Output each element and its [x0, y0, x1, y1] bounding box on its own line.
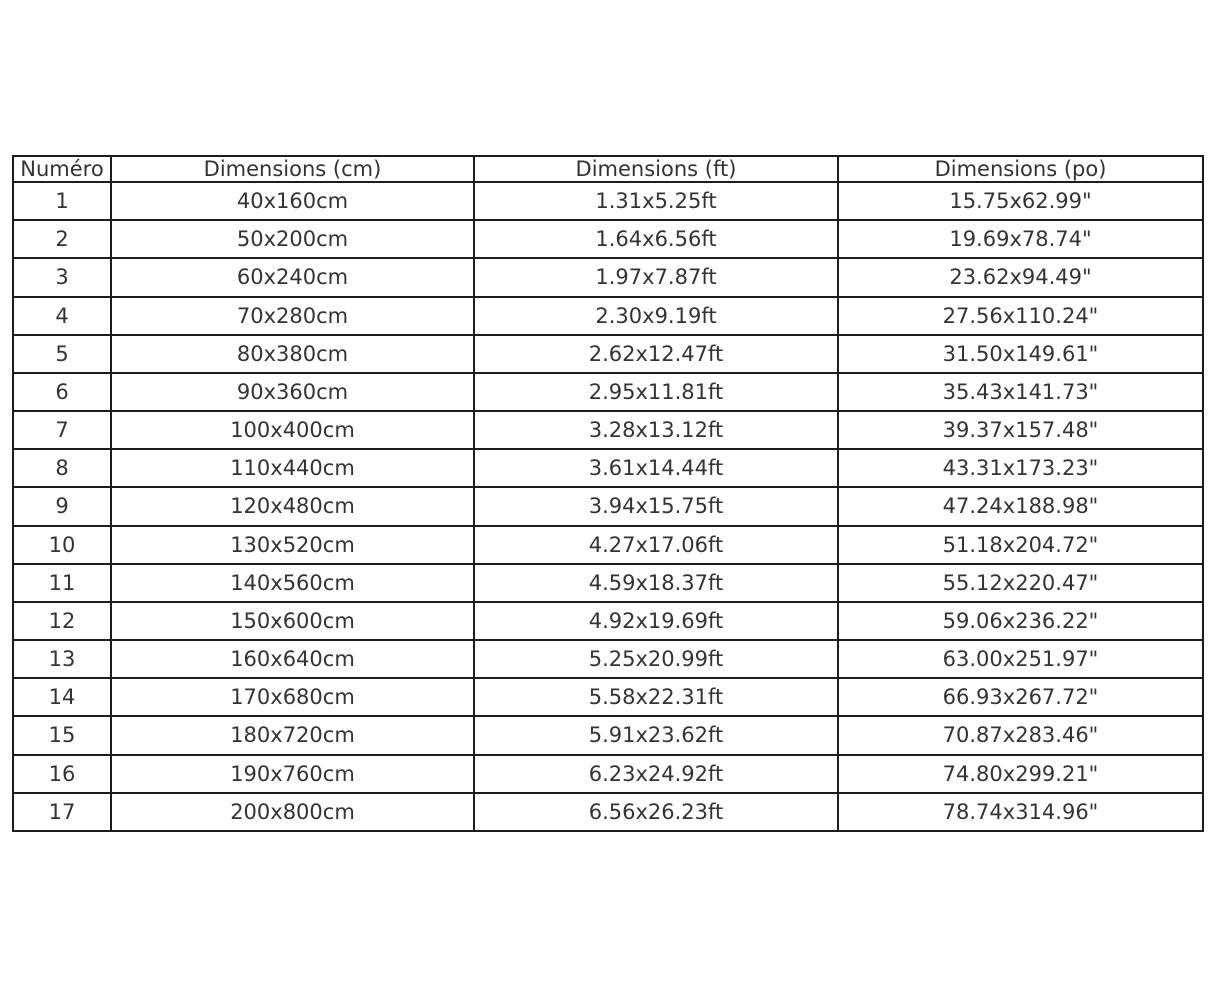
table-cell: 5.58x22.31ft — [474, 678, 838, 716]
table-cell: 200x800cm — [111, 793, 474, 831]
table-cell: 4.27x17.06ft — [474, 526, 838, 564]
table-cell: 4.59x18.37ft — [474, 564, 838, 602]
table-cell: 14 — [13, 678, 111, 716]
column-header-dimensions-ft: Dimensions (ft) — [474, 156, 838, 182]
table-cell: 78.74x314.96" — [838, 793, 1203, 831]
table-cell: 66.93x267.72" — [838, 678, 1203, 716]
header-row — [13, 156, 1203, 182]
table-row — [13, 755, 1203, 793]
table-cell: 110x440cm — [111, 449, 474, 487]
table-row — [13, 449, 1203, 487]
table-row — [13, 297, 1203, 335]
table-cell: 160x640cm — [111, 640, 474, 678]
table-cell: 190x760cm — [111, 755, 474, 793]
table-cell: 13 — [13, 640, 111, 678]
table-cell: 6.23x24.92ft — [474, 755, 838, 793]
table-cell: 4 — [13, 297, 111, 335]
column-header-numero: Numéro — [13, 156, 111, 182]
table-cell: 5.25x20.99ft — [474, 640, 838, 678]
table-cell: 100x400cm — [111, 411, 474, 449]
table-cell: 140x560cm — [111, 564, 474, 602]
table-cell: 120x480cm — [111, 487, 474, 525]
table-cell: 2.62x12.47ft — [474, 335, 838, 373]
table-cell: 15.75x62.99" — [838, 182, 1203, 220]
table-cell: 130x520cm — [111, 526, 474, 564]
table-cell: 6.56x26.23ft — [474, 793, 838, 831]
table-cell: 31.50x149.61" — [838, 335, 1203, 373]
table-cell: 17 — [13, 793, 111, 831]
table-row — [13, 526, 1203, 564]
table-row — [13, 220, 1203, 258]
table-cell: 74.80x299.21" — [838, 755, 1203, 793]
table-row — [13, 373, 1203, 411]
table-cell: 60x240cm — [111, 258, 474, 296]
table-cell: 1.97x7.87ft — [474, 258, 838, 296]
table-row — [13, 258, 1203, 296]
table-cell: 2.95x11.81ft — [474, 373, 838, 411]
table-cell: 40x160cm — [111, 182, 474, 220]
table-cell: 80x380cm — [111, 335, 474, 373]
table-cell: 150x600cm — [111, 602, 474, 640]
table-cell: 43.31x173.23" — [838, 449, 1203, 487]
table-cell: 6 — [13, 373, 111, 411]
table-body — [13, 182, 1203, 831]
table-row — [13, 182, 1203, 220]
table-cell: 8 — [13, 449, 111, 487]
table-cell: 11 — [13, 564, 111, 602]
table-cell: 47.24x188.98" — [838, 487, 1203, 525]
table-cell: 39.37x157.48" — [838, 411, 1203, 449]
table-row — [13, 678, 1203, 716]
table-cell: 35.43x141.73" — [838, 373, 1203, 411]
table-cell: 3.94x15.75ft — [474, 487, 838, 525]
table-cell: 63.00x251.97" — [838, 640, 1203, 678]
table-cell: 27.56x110.24" — [838, 297, 1203, 335]
table-cell: 50x200cm — [111, 220, 474, 258]
table-cell: 19.69x78.74" — [838, 220, 1203, 258]
table-cell: 70.87x283.46" — [838, 716, 1203, 754]
table-cell: 90x360cm — [111, 373, 474, 411]
table-cell: 23.62x94.49" — [838, 258, 1203, 296]
table-row — [13, 564, 1203, 602]
dimensions-conversion-table — [12, 155, 1204, 832]
table-row — [13, 335, 1203, 373]
table-cell: 1.31x5.25ft — [474, 182, 838, 220]
table-cell: 15 — [13, 716, 111, 754]
table-header — [13, 156, 1203, 182]
table-cell: 9 — [13, 487, 111, 525]
table-cell: 3 — [13, 258, 111, 296]
table-row — [13, 640, 1203, 678]
table-cell: 1.64x6.56ft — [474, 220, 838, 258]
table-cell: 59.06x236.22" — [838, 602, 1203, 640]
table-cell: 2.30x9.19ft — [474, 297, 838, 335]
table-cell: 4.92x19.69ft — [474, 602, 838, 640]
table-row — [13, 716, 1203, 754]
column-header-dimensions-po: Dimensions (po) — [838, 156, 1203, 182]
table-row — [13, 487, 1203, 525]
table-cell: 5 — [13, 335, 111, 373]
table-cell: 2 — [13, 220, 111, 258]
table-row — [13, 411, 1203, 449]
table-cell: 180x720cm — [111, 716, 474, 754]
table-cell: 12 — [13, 602, 111, 640]
table-cell: 3.61x14.44ft — [474, 449, 838, 487]
table-cell: 5.91x23.62ft — [474, 716, 838, 754]
table-cell: 170x680cm — [111, 678, 474, 716]
table-cell: 55.12x220.47" — [838, 564, 1203, 602]
table-cell: 51.18x204.72" — [838, 526, 1203, 564]
table-cell: 70x280cm — [111, 297, 474, 335]
table-cell: 10 — [13, 526, 111, 564]
table-cell: 16 — [13, 755, 111, 793]
table-row — [13, 602, 1203, 640]
table-cell: 3.28x13.12ft — [474, 411, 838, 449]
column-header-dimensions-cm: Dimensions (cm) — [111, 156, 474, 182]
table-cell: 7 — [13, 411, 111, 449]
table-cell: 1 — [13, 182, 111, 220]
table-row — [13, 793, 1203, 831]
